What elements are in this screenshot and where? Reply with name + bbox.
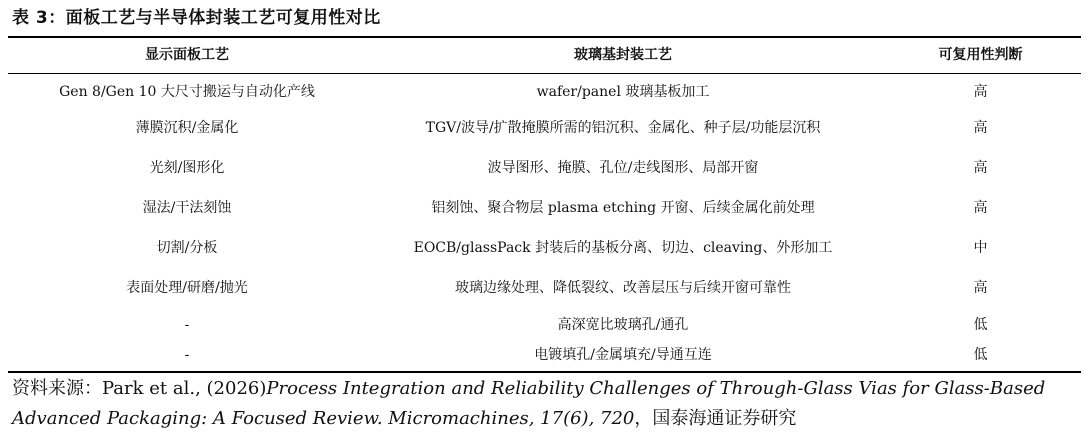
reusability-cell: 高 (973, 120, 988, 136)
reusability-cell: 中 (973, 240, 988, 256)
table-row (0, 77, 1089, 107)
table-row (0, 193, 1089, 223)
table-row (0, 113, 1089, 143)
glass-process-cell: wafer/panel 玻璃基板加工 (536, 84, 710, 100)
glass-process-cell: EOCB/glassPack 封装后的基板分离、切边、cleaving、外形加工 (413, 240, 833, 256)
glass-process-cell: 电镀填孔/金属填充/导通互连 (534, 347, 712, 363)
header-reusability: 可复用性判断 (938, 47, 1023, 63)
table-row (0, 153, 1089, 183)
glass-process-cell: 铝刻蚀、聚合物层 plasma etching 开窗、后续金属化前处理 (431, 200, 815, 216)
table-title: 表 3：面板工艺与半导体封装工艺可复用性对比 (12, 8, 381, 28)
panel-process-cell: 光刻/图形化 (149, 160, 225, 176)
reusability-cell: 高 (973, 84, 988, 100)
header-glass-packaging-process: 玻璃基封装工艺 (574, 47, 672, 63)
table-row (0, 273, 1089, 303)
glass-process-cell: 高深宽比玻璃孔/通孔 (557, 317, 689, 333)
source-note (12, 374, 1082, 434)
source-label: 资料来源： (12, 378, 102, 399)
reusability-cell: 高 (973, 200, 988, 216)
panel-process-cell: 薄膜沉积/金属化 (135, 120, 239, 136)
table-bottom-rule (8, 371, 1081, 373)
header-panel-process: 显示面板工艺 (145, 47, 229, 63)
source-citation: Process Integration and Reliability Challenges of Through-Glass Vias for Glass-Based Advanced Packaging: A Focused Review. Micromachines, 17(6), 720 (12, 378, 1046, 429)
reusability-cell: 低 (973, 317, 988, 333)
panel-process-cell: Gen 8/Gen 10 大尺寸搬运与自动化产线 (59, 84, 315, 100)
panel-process-cell: - (184, 347, 190, 363)
reusability-cell: 低 (973, 347, 988, 363)
table-row (0, 310, 1089, 340)
reusability-cell: 高 (973, 280, 988, 296)
panel-process-cell: - (184, 317, 190, 333)
source-suffix: ，国泰海通证券研究 (634, 408, 797, 429)
panel-process-cell: 湿法/干法刻蚀 (142, 200, 232, 216)
reusability-cell: 高 (973, 160, 988, 176)
panel-process-cell: 切割/分板 (156, 240, 218, 256)
source-authors: Park et al., (2026) (102, 378, 267, 399)
glass-process-cell: 玻璃边缘处理、降低裂纹、改善层压与后续开窗可靠性 (455, 280, 791, 296)
panel-process-cell: 表面处理/研磨/抛光 (126, 280, 248, 296)
table-row (0, 340, 1089, 370)
glass-process-cell: TGV/波导/扩散掩膜所需的铝沉积、金属化、种子层/功能层沉积 (425, 120, 821, 136)
header-divider-rule (8, 73, 1081, 74)
glass-process-cell: 波导图形、掩膜、孔位/走线图形、局部开窗 (487, 160, 759, 176)
table-row (0, 233, 1089, 263)
